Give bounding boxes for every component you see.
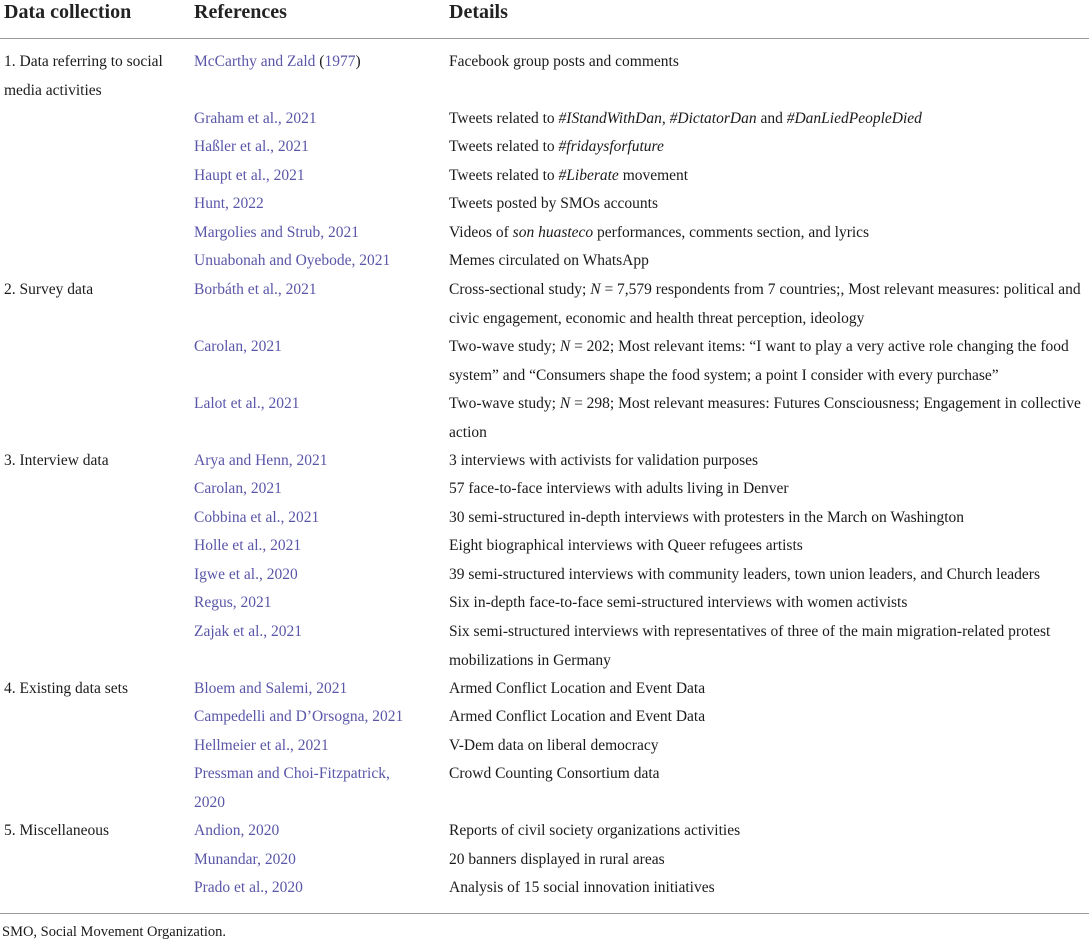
ref-link[interactable]: Zajak et al., 2021 xyxy=(194,623,303,640)
footer-rule xyxy=(0,913,1089,914)
ref-link[interactable]: Haßler et al., 2021 xyxy=(194,138,309,155)
ref-link[interactable]: Unuabonah and Oyebode, 2021 xyxy=(194,252,391,269)
category-survey: 2. Survey data xyxy=(4,281,94,298)
detail-text: 39 semi-structured interviews with community leaders, town union leaders, and Church leaders xyxy=(449,566,1040,583)
detail-text: Tweets posted by SMOs accounts xyxy=(449,195,659,212)
ref-link[interactable]: Lalot et al., 2021 xyxy=(194,395,300,412)
ref-link[interactable]: Carolan, 2021 xyxy=(194,480,282,497)
ref-link[interactable]: Holle et al., 2021 xyxy=(194,537,302,554)
detail-text: Facebook group posts and comments xyxy=(449,53,679,70)
ref-link[interactable]: Munandar, 2020 xyxy=(194,851,296,868)
detail-text: 57 face-to-face interviews with adults living in Denver xyxy=(449,480,789,497)
ref-link[interactable]: Margolies and Strub, 2021 xyxy=(194,224,360,241)
detail-text: V-Dem data on liberal democracy xyxy=(449,737,659,754)
table-footnote: SMO, Social Movement Organization. xyxy=(2,924,227,940)
ref-link[interactable]: Prado et al., 2020 xyxy=(194,879,303,896)
ref-link[interactable]: Arya and Henn, 2021 xyxy=(194,452,328,469)
category-miscellaneous: 5. Miscellaneous xyxy=(4,822,110,839)
ref-link[interactable]: Pressman and Choi-Fitzpatrick, 2020 xyxy=(194,765,390,811)
header-references: References xyxy=(194,1,287,23)
ref-link[interactable]: Hellmeier et al., 2021 xyxy=(194,737,329,754)
detail-text: Two-wave study; N = 202; Most relevant items: “I want to play a very active role changing the food system” and “Consumers shape the food system; a point I consider with every purchase” xyxy=(449,338,1069,384)
detail-text: Six in-depth face-to-face semi-structured interviews with women activists xyxy=(449,594,908,611)
ref-link[interactable]: Carolan, 2021 xyxy=(194,338,282,355)
detail-text: 3 interviews with activists for validation purposes xyxy=(449,452,759,469)
detail-text: Analysis of 15 social innovation initiatives xyxy=(449,879,715,896)
ref-link[interactable]: McCarthy and Zald (1977) xyxy=(194,53,361,70)
detail-text: Cross-sectional study; N = 7,579 respondents from 7 countries;, Most relevant measures: political and civic engagement, economic and health threat perception, ideology xyxy=(449,281,1081,327)
header-details: Details xyxy=(449,1,508,23)
ref-link[interactable]: Hunt, 2022 xyxy=(194,195,264,212)
category-existing-data: 4. Existing data sets xyxy=(4,680,128,697)
detail-text: Eight biographical interviews with Queer refugees artists xyxy=(449,537,803,554)
ref-link[interactable]: Borbáth et al., 2021 xyxy=(194,281,317,298)
ref-link[interactable]: Regus, 2021 xyxy=(194,594,272,611)
table-header xyxy=(0,0,1089,38)
detail-text: Tweets related to #Liberate movement xyxy=(449,167,689,184)
header-rule xyxy=(0,38,1089,39)
detail-text: 30 semi-structured in-depth interviews with protesters in the March on Washington xyxy=(449,509,965,526)
header-data-collection: Data collection xyxy=(4,1,132,23)
category-interview: 3. Interview data xyxy=(4,452,109,469)
detail-text: Tweets related to #IStandWithDan, #DictatorDan and #DanLiedPeopleDied xyxy=(449,110,922,127)
detail-text: Memes circulated on WhatsApp xyxy=(449,252,649,269)
ref-link[interactable]: Bloem and Salemi, 2021 xyxy=(194,680,348,697)
detail-text: 20 banners displayed in rural areas xyxy=(449,851,665,868)
ref-link[interactable]: Igwe et al., 2020 xyxy=(194,566,298,583)
ref-link[interactable]: Cobbina et al., 2021 xyxy=(194,509,320,526)
detail-text: Armed Conflict Location and Event Data xyxy=(449,708,706,725)
ref-link[interactable]: Campedelli and D’Orsogna, 2021 xyxy=(194,708,404,725)
detail-text: Videos of son huasteco performances, comments section, and lyrics xyxy=(449,224,870,241)
ref-link[interactable]: Haupt et al., 2021 xyxy=(194,167,305,184)
detail-text: Crowd Counting Consortium data xyxy=(449,765,660,782)
detail-text: Reports of civil society organizations activities xyxy=(449,822,741,839)
ref-link[interactable]: Andion, 2020 xyxy=(194,822,280,839)
detail-text: Tweets related to #fridaysforfuture xyxy=(449,138,664,155)
ref-link[interactable]: Graham et al., 2021 xyxy=(194,110,317,127)
detail-text: Two-wave study; N = 298; Most relevant measures: Futures Consciousness; Engagement in collective action xyxy=(449,395,1081,441)
detail-text: Armed Conflict Location and Event Data xyxy=(449,680,706,697)
category-social-media: 1. Data referring to social media activities xyxy=(4,53,163,99)
detail-text: Six semi-structured interviews with representatives of three of the main migration-related protest mobilizations in Germany xyxy=(449,623,1051,669)
